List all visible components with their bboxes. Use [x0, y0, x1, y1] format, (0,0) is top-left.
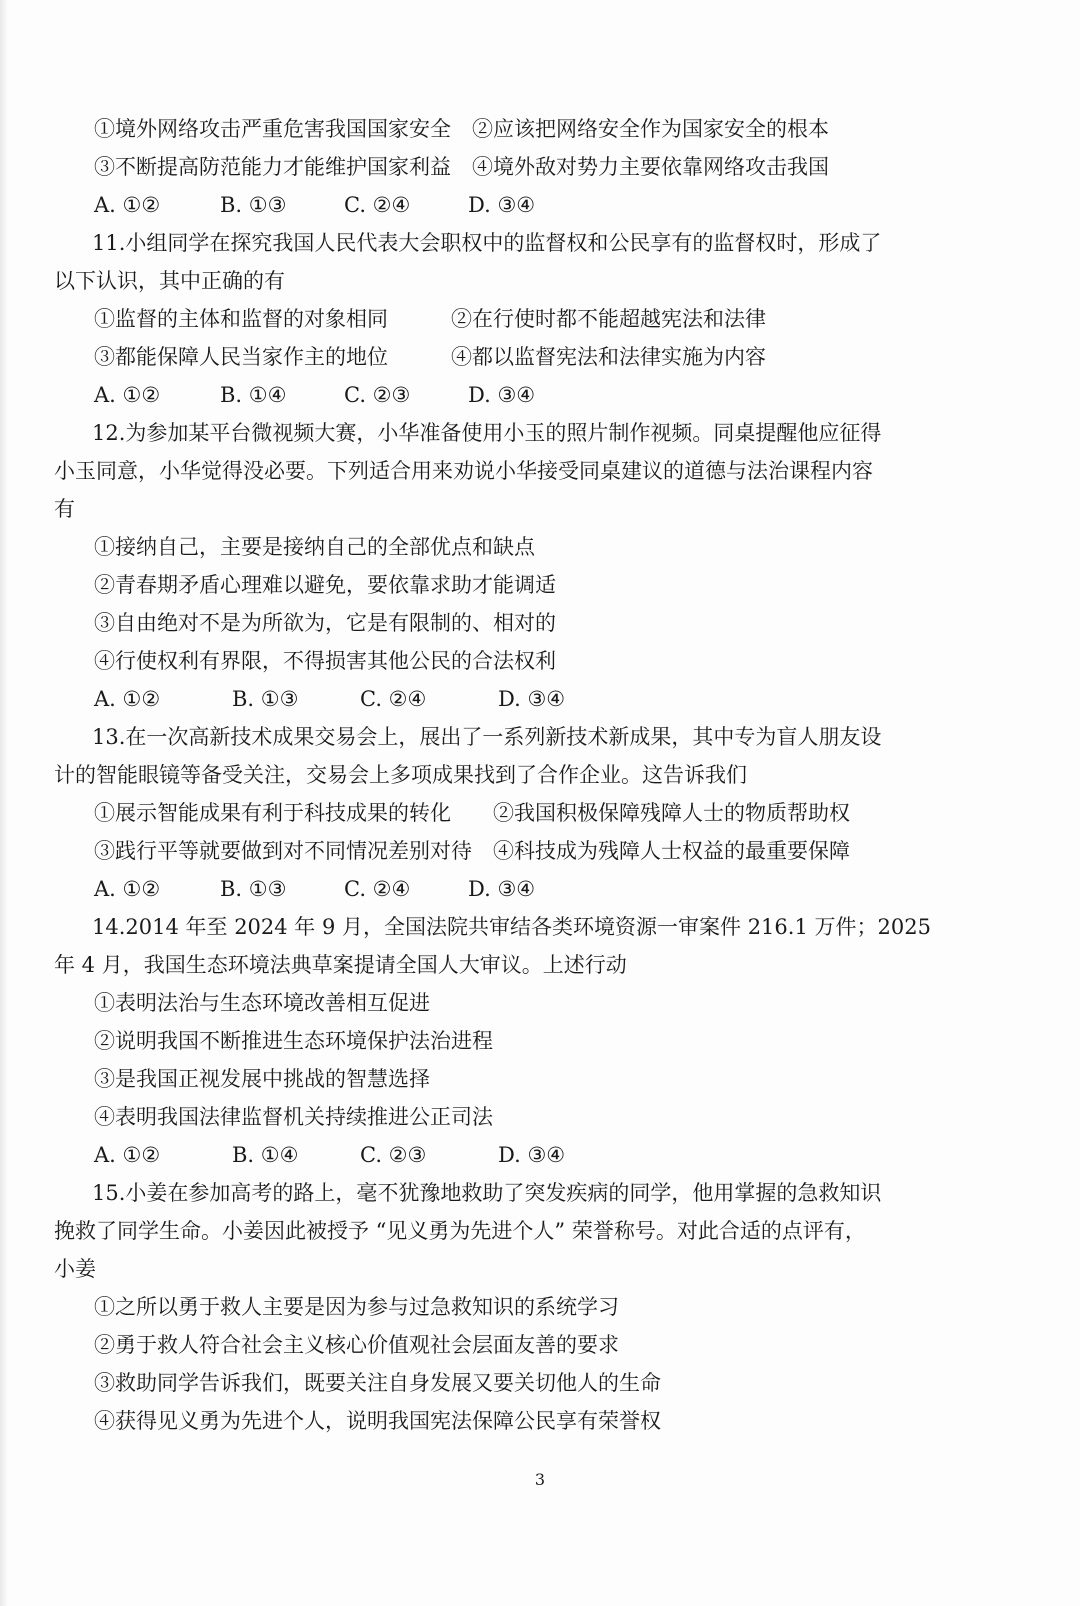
q14-answer-a: A. ①② — [94, 1143, 161, 1167]
q15-option-2: ②勇于救人符合社会主义核心价值观社会层面友善的要求 — [94, 1333, 619, 1357]
q10-answer-choices — [54, 186, 954, 224]
q14-option-3: ③是我国正视发展中挑战的智慧选择 — [94, 1067, 430, 1091]
q11-answer-c: C. ②③ — [344, 383, 411, 407]
q12-stem-line-3: 有 — [54, 497, 75, 521]
q10-answer-b: B. ①③ — [220, 193, 287, 217]
q12-option-2: ②青春期矛盾心理难以避免，要依靠求助才能调适 — [94, 573, 556, 597]
q13-answer-choices — [54, 870, 954, 908]
q12-option-1: ①接纳自己，主要是接纳自己的全部优点和缺点 — [94, 535, 535, 559]
q14-answer-d: D. ③④ — [498, 1143, 566, 1167]
question-11 — [54, 224, 954, 414]
q12-stem-line-1: 12.为参加某平台微视频大赛，小华准备使用小玉的照片制作视频。同桌提醒他应征得 — [92, 421, 882, 445]
q12-option-3: ③自由绝对不是为所欲为，它是有限制的、相对的 — [94, 611, 556, 635]
q12-option-4: ④行使权利有界限，不得损害其他公民的合法权利 — [94, 649, 556, 673]
question-15 — [54, 1174, 954, 1440]
q11-answer-d: D. ③④ — [468, 383, 536, 407]
q15-option-1: ①之所以勇于救人主要是因为参与过急救知识的系统学习 — [94, 1295, 619, 1319]
q15-stem-line-1: 15.小姜在参加高考的路上，毫不犹豫地救助了突发疾病的同学，他用掌握的急救知识 — [92, 1181, 882, 1205]
q14-stem-line-2: 年 4 月，我国生态环境法典草案提请全国人大审议。上述行动 — [54, 953, 627, 977]
q10-options-line-1: ①境外网络攻击严重危害我国国家安全 ②应该把网络安全作为国家安全的根本 — [94, 117, 829, 141]
q11-answer-choices — [54, 376, 954, 414]
q11-stem-line-2: 以下认识，其中正确的有 — [54, 269, 285, 293]
q10-answer-c: C. ②④ — [344, 193, 411, 217]
q13-stem-line-2: 计的智能眼镜等备受关注，交易会上多项成果找到了合作企业。这告诉我们 — [54, 763, 747, 787]
q14-option-4: ④表明我国法律监督机关持续推进公正司法 — [94, 1105, 493, 1129]
q14-stem-line-1: 14.2014 年至 2024 年 9 月，全国法院共审结各类环境资源一审案件 216.1 万件；2025 — [92, 915, 931, 939]
q13-answer-c: C. ②④ — [344, 877, 411, 901]
page-content — [54, 110, 954, 1440]
q12-answer-choices — [54, 680, 954, 718]
q11-stem-line-1: 11.小组同学在探究我国人民代表大会职权中的监督权和公民享有的监督权时，形成了 — [92, 231, 882, 255]
q11-options-line-2: ③都能保障人民当家作主的地位 ④都以监督宪法和法律实施为内容 — [94, 345, 766, 369]
page-number: 3 — [534, 1470, 546, 1489]
q13-options-line-1: ①展示智能成果有利于科技成果的转化 ②我国积极保障残障人士的物质帮助权 — [94, 801, 850, 825]
q10-answer-d: D. ③④ — [468, 193, 536, 217]
q12-answer-d: D. ③④ — [498, 687, 566, 711]
q14-answer-c: C. ②③ — [360, 1143, 427, 1167]
question-14 — [54, 908, 954, 1174]
question-10 — [54, 110, 954, 224]
question-12 — [54, 414, 954, 718]
q11-answer-a: A. ①② — [94, 383, 161, 407]
q11-options-line-1: ①监督的主体和监督的对象相同 ②在行使时都不能超越宪法和法律 — [94, 307, 766, 331]
q14-answer-b: B. ①④ — [232, 1143, 299, 1167]
page-edge-shadow — [0, 0, 8, 1606]
q13-answer-b: B. ①③ — [220, 877, 287, 901]
q13-stem-line-1: 13.在一次高新技术成果交易会上，展出了一系列新技术新成果，其中专为盲人朋友设 — [92, 725, 882, 749]
q15-option-4: ④获得见义勇为先进个人，说明我国宪法保障公民享有荣誉权 — [94, 1409, 661, 1433]
q12-answer-b: B. ①③ — [232, 687, 299, 711]
q10-answer-a: A. ①② — [94, 193, 161, 217]
q14-option-2: ②说明我国不断推进生态环境保护法治进程 — [94, 1029, 493, 1053]
q10-options-line-2: ③不断提高防范能力才能维护国家利益 ④境外敌对势力主要依靠网络攻击我国 — [94, 155, 829, 179]
q15-option-3: ③救助同学告诉我们，既要关注自身发展又要关切他人的生命 — [94, 1371, 661, 1395]
q15-stem-line-3: 小姜 — [54, 1257, 96, 1281]
q14-option-1: ①表明法治与生态环境改善相互促进 — [94, 991, 430, 1015]
q13-answer-d: D. ③④ — [468, 877, 536, 901]
q15-stem-line-2: 挽救了同学生命。小姜因此被授予 “见义勇为先进个人” 荣誉称号。对此合适的点评有， — [54, 1219, 866, 1243]
q13-answer-a: A. ①② — [94, 877, 161, 901]
q12-answer-a: A. ①② — [94, 687, 161, 711]
q12-answer-c: C. ②④ — [360, 687, 427, 711]
q13-options-line-2: ③践行平等就要做到对不同情况差别对待 ④科技成为残障人士权益的最重要保障 — [94, 839, 850, 863]
q14-answer-choices — [54, 1136, 954, 1174]
question-13 — [54, 718, 954, 908]
q11-answer-b: B. ①④ — [220, 383, 287, 407]
q12-stem-line-2: 小玉同意，小华觉得没必要。下列适合用来劝说小华接受同桌建议的道德与法治课程内容 — [54, 459, 873, 483]
